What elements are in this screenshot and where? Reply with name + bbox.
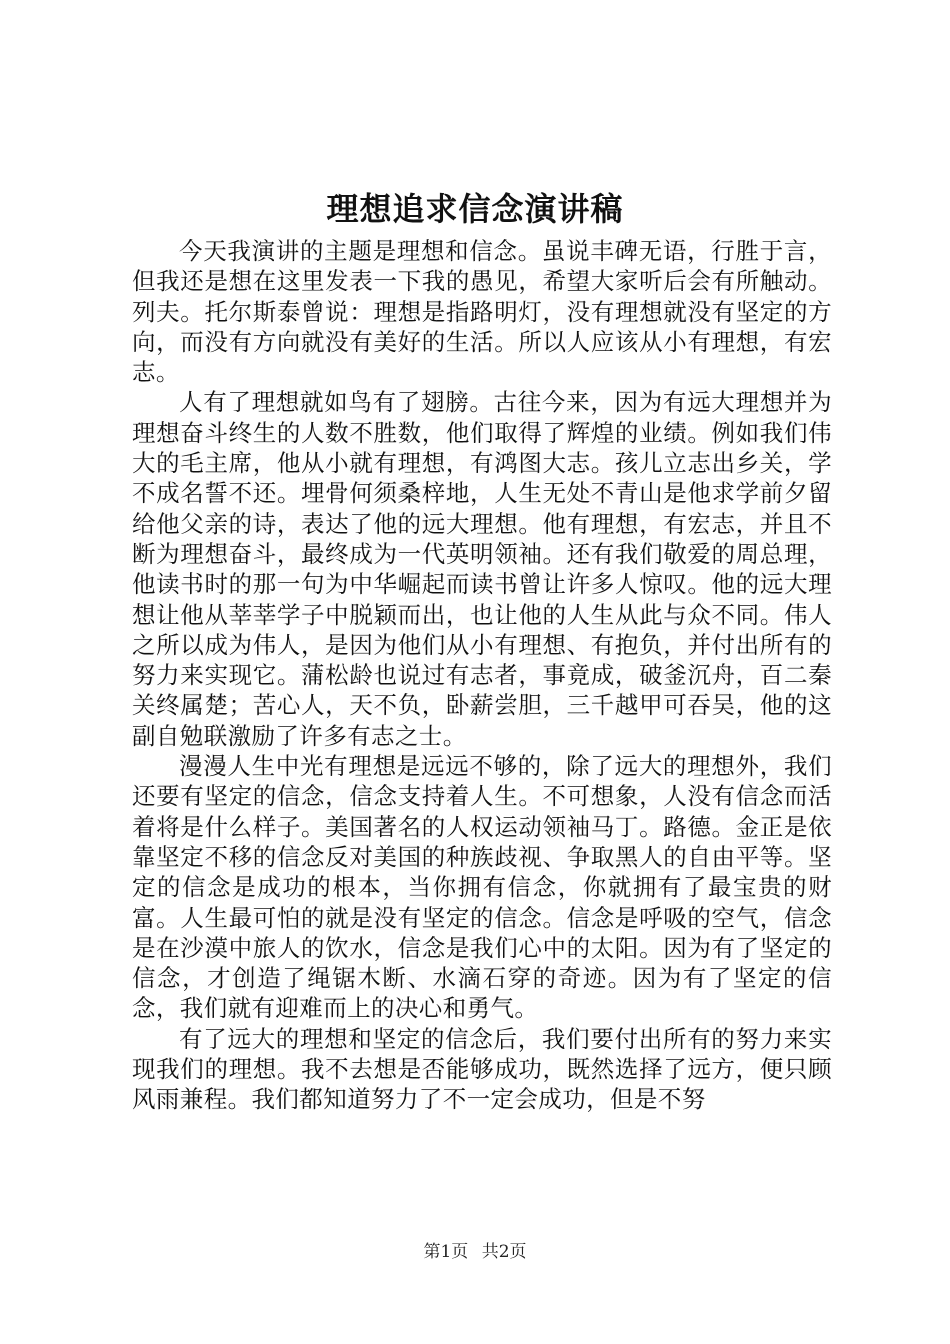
document-body [132,236,832,1115]
page-footer [0,1240,950,1264]
paragraph-3: 漫漫人生中光有理想是远远不够的，除了远大的理想外，我们还要有坚定的信念，信念支持着人生。不可想象，人没有信念而活着将是什么样子。美国著名的人权运动领袖马丁。路德。金正是依靠坚定不移的信念反对美国的种族歧视、争取黑人的自由平等。坚定的信念是成功的根本，当你拥有信念，你就拥有了最宝贵的财富。人生最可怕的就是没有坚定的信念。信念是呼吸的空气，信念是在沙漠中旅人的饮水，信念是我们心中的太阳。因为有了坚定的信念，才创造了绳锯木断、水滴石穿的奇迹。因为有了坚定的信念，我们就有迎难而上的决心和勇气。 [132,752,832,1023]
paragraph-2: 人有了理想就如鸟有了翅膀。古往今来，因为有远大理想并为理想奋斗终生的人数不胜数，他们取得了辉煌的业绩。例如我们伟大的毛主席，他从小就有理想，有鸿图大志。孩儿立志出乡关，学不成名誓不还。埋骨何须桑梓地，人生无处不青山是他求学前夕留给他父亲的诗，表达了他的远大理想。他有理想，有宏志，并且不断为理想奋斗，最终成为一代英明领袖。还有我们敬爱的周总理，他读书时的那一句为中华崛起而读书曾让许多人惊叹。他的远大理想让他从莘莘学子中脱颖而出，也让他的人生从此与众不同。伟人之所以成为伟人，是因为他们从小有理想、有抱负，并付出所有的努力来实现它。蒲松龄也说过有志者，事竟成，破釜沉舟，百二秦关终属楚；苦心人，天不负，卧薪尝胆，三千越甲可吞吴，他的这副自勉联激励了许多有志之士。 [132,388,832,750]
paragraph-4: 有了远大的理想和坚定的信念后，我们要付出所有的努力来实现我们的理想。我不去想是否能够成功，既然选择了远方，便只顾风雨兼程。我们都知道努力了不一定会成功，但是不努 [132,1024,832,1114]
document-title: 理想追求信念演讲稿 [326,190,624,228]
page-number-current: 第1页 [423,1242,469,1262]
paragraph-1: 今天我演讲的主题是理想和信念。虽说丰碑无语，行胜于言，但我还是想在这里发表一下我的愚见，希望大家听后会有所触动。列夫。托尔斯泰曾说：理想是指路明灯，没有理想就没有坚定的方向，而没有方向就没有美好的生活。所以人应该从小有理想，有宏志。 [132,237,832,387]
page-number-total: 共2页 [481,1242,527,1262]
